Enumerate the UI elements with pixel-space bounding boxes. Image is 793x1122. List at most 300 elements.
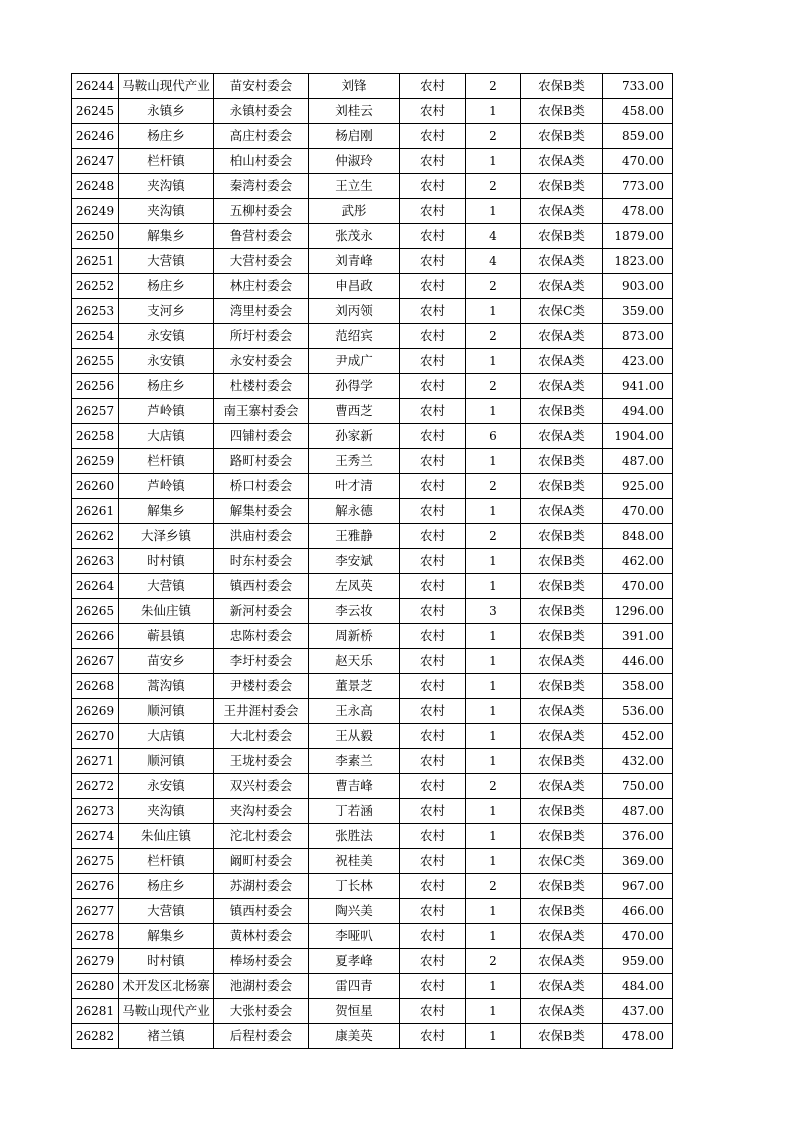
village-committee-cell: 南王寨村委会 (214, 399, 309, 424)
village-committee-cell: 大营村委会 (214, 249, 309, 274)
row-id-cell: 26256 (72, 374, 119, 399)
household-count-cell: 1 (466, 824, 521, 849)
person-name-cell: 刘桂云 (309, 99, 400, 124)
area-type-cell: 农村 (400, 749, 466, 774)
row-id-cell: 26277 (72, 899, 119, 924)
table-row (72, 649, 673, 674)
row-id-cell: 26246 (72, 124, 119, 149)
township-cell: 大营镇 (119, 249, 214, 274)
table-row (72, 524, 673, 549)
amount-cell: 462.00 (603, 549, 673, 574)
township-cell: 栏杆镇 (119, 449, 214, 474)
area-type-cell: 农村 (400, 299, 466, 324)
village-committee-cell: 后程村委会 (214, 1024, 309, 1049)
household-count-cell: 1 (466, 924, 521, 949)
area-type-cell: 农村 (400, 1024, 466, 1049)
person-name-cell: 王立生 (309, 174, 400, 199)
township-cell: 马鞍山现代产业 (119, 74, 214, 99)
village-committee-cell: 阚町村委会 (214, 849, 309, 874)
village-committee-cell: 时东村委会 (214, 549, 309, 574)
insurance-category-cell: 农保A类 (521, 774, 603, 799)
amount-cell: 478.00 (603, 1024, 673, 1049)
household-count-cell: 1 (466, 624, 521, 649)
household-count-cell: 1 (466, 149, 521, 174)
person-name-cell: 祝桂美 (309, 849, 400, 874)
table-row (72, 899, 673, 924)
household-count-cell: 1 (466, 974, 521, 999)
amount-cell: 1879.00 (603, 224, 673, 249)
row-id-cell: 26245 (72, 99, 119, 124)
table-row (72, 224, 673, 249)
person-name-cell: 王秀兰 (309, 449, 400, 474)
village-committee-cell: 镇西村委会 (214, 899, 309, 924)
amount-cell: 391.00 (603, 624, 673, 649)
amount-cell: 432.00 (603, 749, 673, 774)
table-row (72, 149, 673, 174)
person-name-cell: 王永高 (309, 699, 400, 724)
household-count-cell: 1 (466, 749, 521, 774)
amount-cell: 967.00 (603, 874, 673, 899)
table-row (72, 199, 673, 224)
table-row (72, 374, 673, 399)
area-type-cell: 农村 (400, 724, 466, 749)
area-type-cell: 农村 (400, 374, 466, 399)
insurance-category-cell: 农保A类 (521, 249, 603, 274)
person-name-cell: 王从毅 (309, 724, 400, 749)
row-id-cell: 26267 (72, 649, 119, 674)
household-count-cell: 2 (466, 524, 521, 549)
township-cell: 朱仙庄镇 (119, 824, 214, 849)
township-cell: 永镇乡 (119, 99, 214, 124)
village-committee-cell: 解集村委会 (214, 499, 309, 524)
area-type-cell: 农村 (400, 349, 466, 374)
village-committee-cell: 四铺村委会 (214, 424, 309, 449)
person-name-cell: 仲淑玲 (309, 149, 400, 174)
amount-cell: 773.00 (603, 174, 673, 199)
township-cell: 解集乡 (119, 499, 214, 524)
amount-cell: 487.00 (603, 449, 673, 474)
person-name-cell: 刘锋 (309, 74, 400, 99)
amount-cell: 466.00 (603, 899, 673, 924)
area-type-cell: 农村 (400, 824, 466, 849)
amount-cell: 925.00 (603, 474, 673, 499)
township-cell: 永安镇 (119, 349, 214, 374)
insurance-category-cell: 农保C类 (521, 849, 603, 874)
area-type-cell: 农村 (400, 549, 466, 574)
household-count-cell: 2 (466, 374, 521, 399)
table-row (72, 499, 673, 524)
area-type-cell: 农村 (400, 524, 466, 549)
household-count-cell: 1 (466, 1024, 521, 1049)
area-type-cell: 农村 (400, 74, 466, 99)
area-type-cell: 农村 (400, 199, 466, 224)
person-name-cell: 申昌政 (309, 274, 400, 299)
amount-cell: 458.00 (603, 99, 673, 124)
person-name-cell: 曹吉峰 (309, 774, 400, 799)
area-type-cell: 农村 (400, 849, 466, 874)
row-id-cell: 26244 (72, 74, 119, 99)
household-count-cell: 2 (466, 874, 521, 899)
area-type-cell: 农村 (400, 249, 466, 274)
table-row (72, 474, 673, 499)
village-committee-cell: 柏山村委会 (214, 149, 309, 174)
row-id-cell: 26260 (72, 474, 119, 499)
village-committee-cell: 湾里村委会 (214, 299, 309, 324)
insurance-category-cell: 农保A类 (521, 374, 603, 399)
area-type-cell: 农村 (400, 799, 466, 824)
village-committee-cell: 尹楼村委会 (214, 674, 309, 699)
row-id-cell: 26269 (72, 699, 119, 724)
area-type-cell: 农村 (400, 574, 466, 599)
person-name-cell: 张茂永 (309, 224, 400, 249)
insurance-category-cell: 农保B类 (521, 574, 603, 599)
person-name-cell: 杨启刚 (309, 124, 400, 149)
person-name-cell: 孙得学 (309, 374, 400, 399)
area-type-cell: 农村 (400, 674, 466, 699)
table-row (72, 749, 673, 774)
row-id-cell: 26250 (72, 224, 119, 249)
insurance-category-cell: 农保A类 (521, 324, 603, 349)
table-row (72, 324, 673, 349)
table-row (72, 274, 673, 299)
row-id-cell: 26249 (72, 199, 119, 224)
row-id-cell: 26278 (72, 924, 119, 949)
insurance-category-cell: 农保B类 (521, 899, 603, 924)
household-count-cell: 1 (466, 649, 521, 674)
person-name-cell: 刘丙领 (309, 299, 400, 324)
person-name-cell: 陶兴美 (309, 899, 400, 924)
row-id-cell: 26248 (72, 174, 119, 199)
row-id-cell: 26257 (72, 399, 119, 424)
insurance-category-cell: 农保B类 (521, 74, 603, 99)
amount-cell: 873.00 (603, 324, 673, 349)
person-name-cell: 雷四青 (309, 974, 400, 999)
insurance-category-cell: 农保B类 (521, 824, 603, 849)
person-name-cell: 赵天乐 (309, 649, 400, 674)
area-type-cell: 农村 (400, 224, 466, 249)
person-name-cell: 丁若涵 (309, 799, 400, 824)
row-id-cell: 26264 (72, 574, 119, 599)
insurance-category-cell: 农保A类 (521, 924, 603, 949)
amount-cell: 536.00 (603, 699, 673, 724)
township-cell: 永安镇 (119, 324, 214, 349)
household-count-cell: 1 (466, 674, 521, 699)
amount-cell: 959.00 (603, 949, 673, 974)
insurance-category-cell: 农保A类 (521, 199, 603, 224)
table-row (72, 774, 673, 799)
table-row (72, 849, 673, 874)
insurance-category-cell: 农保B类 (521, 874, 603, 899)
insurance-category-cell: 农保B类 (521, 124, 603, 149)
township-cell: 永安镇 (119, 774, 214, 799)
village-committee-cell: 镇西村委会 (214, 574, 309, 599)
area-type-cell: 农村 (400, 499, 466, 524)
person-name-cell: 李素兰 (309, 749, 400, 774)
area-type-cell: 农村 (400, 649, 466, 674)
table-row (72, 99, 673, 124)
area-type-cell: 农村 (400, 424, 466, 449)
table-row (72, 874, 673, 899)
row-id-cell: 26258 (72, 424, 119, 449)
row-id-cell: 26255 (72, 349, 119, 374)
row-id-cell: 26274 (72, 824, 119, 849)
village-committee-cell: 大张村委会 (214, 999, 309, 1024)
data-table (71, 73, 673, 1049)
household-count-cell: 2 (466, 124, 521, 149)
village-committee-cell: 双兴村委会 (214, 774, 309, 799)
township-cell: 杨庄乡 (119, 874, 214, 899)
village-committee-cell: 秦湾村委会 (214, 174, 309, 199)
person-name-cell: 叶才清 (309, 474, 400, 499)
table-row (72, 299, 673, 324)
township-cell: 栏杆镇 (119, 149, 214, 174)
row-id-cell: 26281 (72, 999, 119, 1024)
area-type-cell: 农村 (400, 899, 466, 924)
table-row (72, 174, 673, 199)
person-name-cell: 王雅静 (309, 524, 400, 549)
area-type-cell: 农村 (400, 599, 466, 624)
person-name-cell: 董景芝 (309, 674, 400, 699)
village-committee-cell: 鲁营村委会 (214, 224, 309, 249)
household-count-cell: 1 (466, 699, 521, 724)
amount-cell: 423.00 (603, 349, 673, 374)
table-row (72, 449, 673, 474)
household-count-cell: 1 (466, 349, 521, 374)
person-name-cell: 范绍宾 (309, 324, 400, 349)
village-committee-cell: 路町村委会 (214, 449, 309, 474)
person-name-cell: 周新桥 (309, 624, 400, 649)
insurance-category-cell: 农保A类 (521, 424, 603, 449)
area-type-cell: 农村 (400, 174, 466, 199)
area-type-cell: 农村 (400, 399, 466, 424)
insurance-category-cell: 农保B类 (521, 474, 603, 499)
row-id-cell: 26262 (72, 524, 119, 549)
person-name-cell: 夏孝峰 (309, 949, 400, 974)
amount-cell: 733.00 (603, 74, 673, 99)
row-id-cell: 26251 (72, 249, 119, 274)
amount-cell: 941.00 (603, 374, 673, 399)
row-id-cell: 26276 (72, 874, 119, 899)
row-id-cell: 26254 (72, 324, 119, 349)
township-cell: 顺河镇 (119, 699, 214, 724)
insurance-category-cell: 农保A类 (521, 724, 603, 749)
village-committee-cell: 王垅村委会 (214, 749, 309, 774)
township-cell: 时村镇 (119, 549, 214, 574)
table-row (72, 1024, 673, 1049)
area-type-cell: 农村 (400, 449, 466, 474)
village-committee-cell: 新河村委会 (214, 599, 309, 624)
household-count-cell: 1 (466, 499, 521, 524)
insurance-category-cell: 农保B类 (521, 224, 603, 249)
row-id-cell: 26252 (72, 274, 119, 299)
amount-cell: 494.00 (603, 399, 673, 424)
table-row (72, 549, 673, 574)
township-cell: 马鞍山现代产业 (119, 999, 214, 1024)
insurance-category-cell: 农保B类 (521, 799, 603, 824)
village-committee-cell: 苗安村委会 (214, 74, 309, 99)
table-row (72, 599, 673, 624)
household-count-cell: 2 (466, 774, 521, 799)
area-type-cell: 农村 (400, 624, 466, 649)
insurance-category-cell: 农保B类 (521, 674, 603, 699)
township-cell: 夹沟镇 (119, 174, 214, 199)
amount-cell: 446.00 (603, 649, 673, 674)
township-cell: 解集乡 (119, 224, 214, 249)
person-name-cell: 贺恒星 (309, 999, 400, 1024)
village-committee-cell: 池湖村委会 (214, 974, 309, 999)
row-id-cell: 26275 (72, 849, 119, 874)
table-row (72, 424, 673, 449)
amount-cell: 1296.00 (603, 599, 673, 624)
amount-cell: 376.00 (603, 824, 673, 849)
household-count-cell: 1 (466, 799, 521, 824)
person-name-cell: 丁长林 (309, 874, 400, 899)
township-cell: 杨庄乡 (119, 274, 214, 299)
row-id-cell: 26253 (72, 299, 119, 324)
table-row (72, 124, 673, 149)
area-type-cell: 农村 (400, 124, 466, 149)
person-name-cell: 张胜法 (309, 824, 400, 849)
area-type-cell: 农村 (400, 949, 466, 974)
table-row (72, 949, 673, 974)
township-cell: 大店镇 (119, 424, 214, 449)
village-committee-cell: 高庄村委会 (214, 124, 309, 149)
amount-cell: 359.00 (603, 299, 673, 324)
row-id-cell: 26259 (72, 449, 119, 474)
row-id-cell: 26271 (72, 749, 119, 774)
township-cell: 夹沟镇 (119, 199, 214, 224)
household-count-cell: 2 (466, 324, 521, 349)
household-count-cell: 2 (466, 274, 521, 299)
person-name-cell: 解永德 (309, 499, 400, 524)
insurance-category-cell: 农保B类 (521, 599, 603, 624)
amount-cell: 470.00 (603, 924, 673, 949)
village-committee-cell: 夹沟村委会 (214, 799, 309, 824)
township-cell: 支河乡 (119, 299, 214, 324)
household-count-cell: 1 (466, 574, 521, 599)
insurance-category-cell: 农保C类 (521, 299, 603, 324)
household-count-cell: 1 (466, 449, 521, 474)
table-row (72, 624, 673, 649)
table-row (72, 799, 673, 824)
insurance-category-cell: 农保A类 (521, 974, 603, 999)
table-row (72, 724, 673, 749)
village-committee-cell: 王井涯村委会 (214, 699, 309, 724)
amount-cell: 470.00 (603, 499, 673, 524)
insurance-category-cell: 农保B类 (521, 624, 603, 649)
amount-cell: 859.00 (603, 124, 673, 149)
area-type-cell: 农村 (400, 974, 466, 999)
amount-cell: 470.00 (603, 574, 673, 599)
amount-cell: 452.00 (603, 724, 673, 749)
household-count-cell: 1 (466, 899, 521, 924)
table-row (72, 674, 673, 699)
person-name-cell: 康美英 (309, 1024, 400, 1049)
township-cell: 时村镇 (119, 949, 214, 974)
table-row (72, 924, 673, 949)
amount-cell: 484.00 (603, 974, 673, 999)
village-committee-cell: 李圩村委会 (214, 649, 309, 674)
insurance-category-cell: 农保A类 (521, 949, 603, 974)
household-count-cell: 4 (466, 224, 521, 249)
person-name-cell: 孙家新 (309, 424, 400, 449)
village-committee-cell: 杜楼村委会 (214, 374, 309, 399)
amount-cell: 470.00 (603, 149, 673, 174)
household-count-cell: 1 (466, 999, 521, 1024)
amount-cell: 1823.00 (603, 249, 673, 274)
table-row (72, 699, 673, 724)
insurance-category-cell: 农保B类 (521, 524, 603, 549)
row-id-cell: 26268 (72, 674, 119, 699)
village-committee-cell: 永安村委会 (214, 349, 309, 374)
insurance-category-cell: 农保A类 (521, 349, 603, 374)
village-committee-cell: 洪庙村委会 (214, 524, 309, 549)
village-committee-cell: 所圩村委会 (214, 324, 309, 349)
row-id-cell: 26282 (72, 1024, 119, 1049)
household-count-cell: 1 (466, 724, 521, 749)
village-committee-cell: 忠陈村委会 (214, 624, 309, 649)
insurance-category-cell: 农保B类 (521, 399, 603, 424)
area-type-cell: 农村 (400, 874, 466, 899)
household-count-cell: 2 (466, 949, 521, 974)
insurance-category-cell: 农保A类 (521, 499, 603, 524)
household-count-cell: 1 (466, 399, 521, 424)
table-row (72, 999, 673, 1024)
township-cell: 解集乡 (119, 924, 214, 949)
row-id-cell: 26273 (72, 799, 119, 824)
village-committee-cell: 棒场村委会 (214, 949, 309, 974)
insurance-category-cell: 农保A类 (521, 649, 603, 674)
amount-cell: 369.00 (603, 849, 673, 874)
township-cell: 杨庄乡 (119, 124, 214, 149)
row-id-cell: 26266 (72, 624, 119, 649)
area-type-cell: 农村 (400, 699, 466, 724)
village-committee-cell: 黄林村委会 (214, 924, 309, 949)
household-count-cell: 1 (466, 849, 521, 874)
table-row (72, 249, 673, 274)
insurance-category-cell: 农保B类 (521, 174, 603, 199)
area-type-cell: 农村 (400, 274, 466, 299)
table-body (72, 74, 673, 1049)
township-cell: 大营镇 (119, 899, 214, 924)
village-committee-cell: 林庄村委会 (214, 274, 309, 299)
amount-cell: 848.00 (603, 524, 673, 549)
insurance-category-cell: 农保A类 (521, 274, 603, 299)
township-cell: 大泽乡镇 (119, 524, 214, 549)
amount-cell: 478.00 (603, 199, 673, 224)
township-cell: 芦岭镇 (119, 399, 214, 424)
household-count-cell: 2 (466, 74, 521, 99)
area-type-cell: 农村 (400, 474, 466, 499)
township-cell: 夹沟镇 (119, 799, 214, 824)
village-committee-cell: 苏湖村委会 (214, 874, 309, 899)
row-id-cell: 26263 (72, 549, 119, 574)
insurance-category-cell: 农保B类 (521, 749, 603, 774)
person-name-cell: 李哑叭 (309, 924, 400, 949)
village-committee-cell: 大北村委会 (214, 724, 309, 749)
amount-cell: 358.00 (603, 674, 673, 699)
village-committee-cell: 沱北村委会 (214, 824, 309, 849)
township-cell: 杨庄乡 (119, 374, 214, 399)
table-row (72, 824, 673, 849)
row-id-cell: 26265 (72, 599, 119, 624)
township-cell: 蕲县镇 (119, 624, 214, 649)
area-type-cell: 农村 (400, 774, 466, 799)
village-committee-cell: 五柳村委会 (214, 199, 309, 224)
insurance-category-cell: 农保A类 (521, 149, 603, 174)
household-count-cell: 1 (466, 99, 521, 124)
insurance-category-cell: 农保A类 (521, 999, 603, 1024)
